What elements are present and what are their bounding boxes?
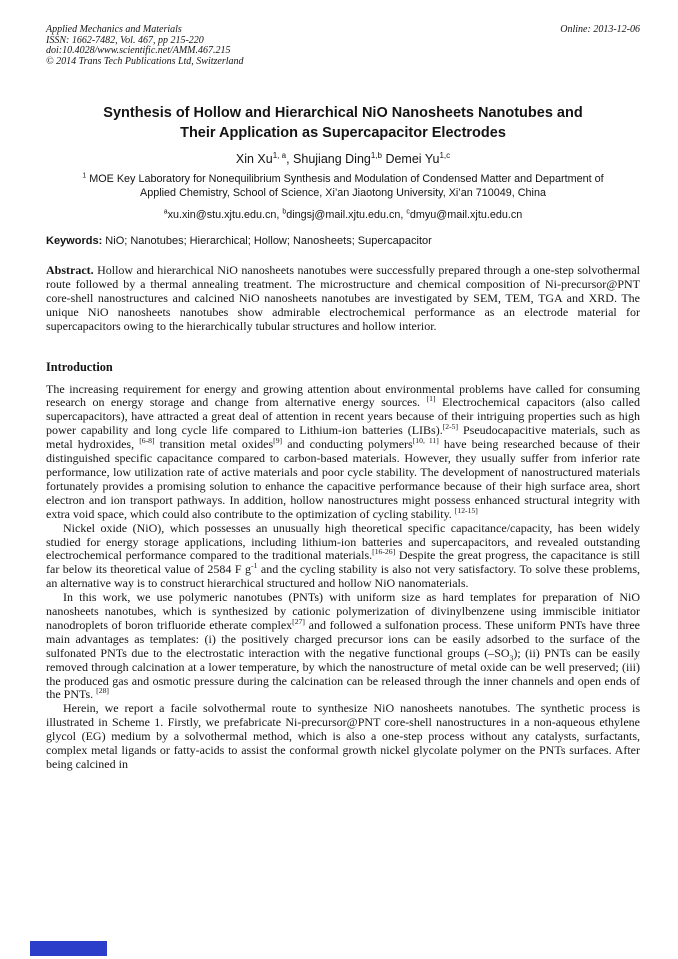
journal-name: Applied Mechanics and Materials: [46, 24, 182, 35]
introduction-paragraph-1: The increasing requirement for energy and growing attention about environmental problems have called for consuming research on energy storage and change from alternative energy sources. [1] Electrochemical capacitors (also called supercapacitors), have attracted a great deal of attention in recent years because of their intriguing properties such as high power capability and long cycle life compared to Lithium-ion batteries (LIBs).[2-5] Pseudocapacitive materials, such as metal hydroxides, [6-8] transition metal oxides[9] and conducting polymers[10, 11] have being researched because of their distinguished specific capacitance compared to carbon-based materials. However, they usually suffer from inferior rate performance, low utilization rate of active materials and poor cycle stability. The development of nanostructured materials fortunately provides a promising solution to enhance the capacitive performance because of their high surface area, short electron and ion transport pathways. In addition, hollow nanostructures might possess enhanced structural integrity with extra void space, which could also contribute to the optimization of cycling stability. [12-15]: [46, 381, 641, 521]
keywords-line: Keywords: NiO; Nanotubes; Hierarchical; Hollow; Nanosheets; Supercapacitor: [46, 235, 432, 247]
introduction-paragraph-4: Herein, we report a facile solvothermal route to synthesize NiO nanosheets nanotubes. The synthetic process is illustrated in Scheme 1. Firstly, we prefabricate Ni-precursor@PNT core-shell nanostructures in a non-aqueous ethylene glycol (EG) medium by a solvothermal method, which is also a one-step process without any catalysts, surfactants, complex metal ligands or fatty-acids to assist the conformal growth nickel glycolate polymer on the PNTs surfaces. After being calcined in: [46, 701, 640, 771]
introduction-paragraph-3: In this work, we use polymeric nanotubes (PNTs) with uniform size as hard templates for preparation of NiO nanosheets nanotubes, which is synthesized by cationic polymerization of divinylbenzene using immiscible initiator nanodroplets of boron trifluoride etherate complex[27] and followed a sulfonation process. These uniform PNTs have three main advantages as templates: (i) the positively charged precursor ions can be easily adsorbed to the surface of the sulfonated PNTs due to the electrostatic interaction with the negative functional groups $(-SO_3)$; (ii) PNTs can be easily removed through calcination at a lower temperature, by which the nanostructure of metal oxide can be well preserved; (iii) the produced gas and osmotic pressure during the calcination can be released through the inner channels and open ends of the PNTs. [28]: [46, 590, 640, 702]
introduction-paragraph-2: Nickel oxide (NiO), which possesses an unusually high theoretical specific capacitance/capacity, has been widely studied for energy storage applications, including lithium-ion batteries and supercapacitors, and revealed outstanding electrochemical performance compared to the traditional materials.[16-26] Despite the great progress, the capacitance is still far below its theoretical value of 2584 F $g^{-1}$ and the cycling stability is also not very satisfactory. To solve these problems, an alternative way is to construct hierarchical structured and hollow NiO nanomaterials.: [46, 520, 641, 591]
footer-link-marker: [30, 941, 107, 956]
journal-doi: doi:10.4028/www.scientific.net/AMM.467.215: [46, 45, 231, 56]
paper-title-line2: Their Application as Supercapacitor Electrodes: [180, 124, 506, 141]
journal-header-left: [46, 25, 244, 67]
author-emails-line: $^a$xu.xin@stu.xjtu.edu.cn, $^b$dingsj@mail.xjtu.edu.cn, $^c$dmyu@mail.xjtu.edu.cn: [163, 208, 523, 221]
journal-issn-volume: ISSN: 1662-7482, Vol. 467, pp 215-220: [46, 34, 204, 46]
authors-line: Xin Xu$^{1, a}$, Shujiang Ding$^{1,b}$ Demei Yu$^{1,c}$: [235, 150, 451, 166]
online-date: Online: 2013-12-06: [560, 24, 640, 35]
abstract-paragraph: Abstract. Hollow and hierarchical NiO nanosheets nanotubes were successfully prepared through a one-step solvothermal route followed by a thermal annealing treatment. The microstructure and chemical composition of Ni-precursor@PNT core-shell nanostructures and calcined NiO nanosheets nanotubes are investigated by SEM, TEM, TGA and XRD. The unique NiO nanosheets nanotubes show admirable electrochemical performance as an electrode material for supercapacitors owing to the hierarchically tubular structures and hollow interior.: [46, 263, 640, 333]
paper-title: [46, 104, 640, 143]
affiliation-line: $^1$ MOE Key Laboratory for Nonequilibrium Synthesis and Modulation of Condensed Matter and Department of Applied Chemistry, School of Science, Xi’an Jiaotong University, Xi’an 710049, China: [82, 172, 604, 199]
paper-title-line1: Synthesis of Hollow and Hierarchical NiO Nanosheets Nanotubes and: [103, 105, 583, 121]
journal-copyright: © 2014 Trans Tech Publications Ltd, Switzerland: [46, 55, 244, 67]
section-heading-introduction: Introduction: [46, 359, 113, 374]
journal-header: [46, 25, 640, 67]
